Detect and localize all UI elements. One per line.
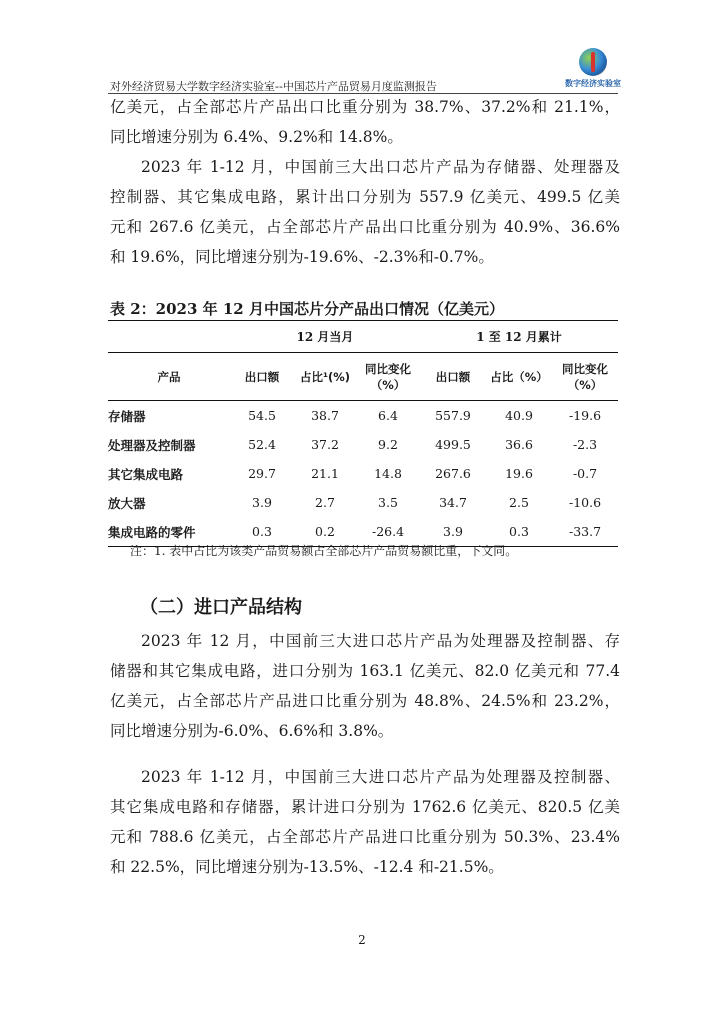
report-header-title: 对外经济贸易大学数字经济实验室--中国芯片产品贸易月度监测报告: [110, 80, 437, 93]
row-product: 集成电路的零件: [108, 517, 230, 547]
row-product: 放大器: [108, 495, 146, 511]
cell-month-export: 0.3: [230, 517, 294, 547]
para-line-text: 2023 年 1-12 月，中国前三大出口芯片产品为存储器、处理器及: [141, 158, 620, 176]
table-note: 注：1. 表中占比为该类产品贸易额占全部芯片产品贸易额比重，下文同。: [130, 544, 518, 558]
cell-month-export: 29.7: [248, 466, 276, 481]
para-line-text: 2023 年 12 月，中国前三大进口芯片产品为处理器及控制器、存: [141, 632, 620, 650]
table-row: [108, 459, 618, 488]
para-line: 储器和其它集成电路，进口分别为 163.1 亿美元、82.0 亿美元和 77.4: [110, 662, 620, 680]
page-number: 2: [358, 933, 366, 947]
row-product: 存储器: [108, 408, 146, 424]
cell-cum-yoy: -19.6: [568, 408, 602, 423]
para-line: 和 19.6%，同比增速分别为-19.6%、-2.3%和-0.7%。: [110, 248, 494, 266]
cell-cum-export: 34.7: [439, 495, 467, 510]
globe-logo-icon: [579, 48, 607, 76]
cell-month-yoy: 9.2: [378, 437, 398, 452]
group-header-cumulative: 1 至 12 月累计: [420, 321, 618, 353]
table-row: [108, 488, 618, 517]
table-row: [108, 430, 618, 459]
para-line: 元和 788.6 亿美元，占全部芯片产品进口比重分别为 50.3%、23.4%: [110, 828, 620, 846]
export-table: [108, 320, 618, 547]
cell-month-yoy: 6.4: [378, 408, 398, 423]
cell-month-share: 2.7: [315, 495, 335, 510]
para-line: 其它集成电路和存储器，累计进口分别为 1762.6 亿美元、820.5 亿美: [110, 798, 620, 816]
cell-cum-export: 267.6: [435, 466, 471, 481]
cell-cum-export: 557.9: [435, 408, 471, 423]
para-line: [110, 762, 620, 792]
cell-month-export: 3.9: [252, 495, 272, 510]
cell-cum-yoy: -0.7: [572, 466, 598, 481]
section-heading-import: （二）进口产品结构: [140, 597, 302, 618]
cell-month-yoy: 14.8: [374, 466, 402, 481]
cell-cum-yoy: -10.6: [568, 495, 602, 510]
para-line-text: 2023 年 1-12 月，中国前三大进口芯片产品为处理器及控制器、: [141, 768, 620, 786]
table-title: 表 2：2023 年 12 月中国芯片分产品出口情况（亿美元）: [110, 300, 504, 318]
cell-month-yoy: -26.4: [356, 517, 420, 547]
cell-month-export: 54.5: [248, 408, 276, 423]
table-corner: [108, 321, 230, 353]
cell-cum-share: 36.6: [505, 437, 533, 452]
paragraph-export-monthly-tail: [110, 92, 620, 152]
para-line: 同比增速分别为-6.0%、6.6%和 3.8%。: [110, 722, 394, 740]
col-header-export: 出口额: [230, 353, 294, 401]
para-line: 同比增速分别为 6.4%、9.2%和 14.8%。: [110, 128, 403, 146]
cell-cum-share: 2.5: [509, 495, 529, 510]
cell-month-share: 21.1: [311, 466, 339, 481]
table-row: [108, 401, 618, 431]
paragraph-import-monthly: [110, 626, 620, 746]
col-header-share: 占比¹(%): [294, 353, 356, 401]
cell-month-share: 38.7: [311, 408, 339, 423]
logo-text: 数字经济实验室: [565, 79, 621, 88]
row-product: 其它集成电路: [108, 466, 184, 482]
cell-month-export: 52.4: [248, 437, 276, 452]
cell-cum-share: 0.3: [486, 517, 552, 547]
para-line: [110, 626, 620, 656]
col-header-share-cum: 占比（%）: [486, 353, 552, 401]
cell-cum-yoy: -2.3: [572, 437, 598, 452]
cell-month-share: 0.2: [294, 517, 356, 547]
cell-month-yoy: 3.5: [378, 495, 398, 510]
row-product: 处理器及控制器: [108, 437, 196, 453]
cell-cum-share: 19.6: [505, 466, 533, 481]
para-line: 亿美元，占全部芯片产品出口比重分别为 38.7%、37.2%和 21.1%，: [110, 98, 620, 116]
col-header-yoy: 同比变化（%）: [356, 353, 420, 401]
cell-month-share: 37.2: [311, 437, 339, 452]
cell-cum-export: 499.5: [435, 437, 471, 452]
group-header-month: 12 月当月: [230, 321, 420, 353]
para-line: 和 22.5%，同比增速分别为-13.5%、-12.4 和-21.5%。: [110, 858, 504, 876]
para-line: 元和 267.6 亿美元，占全部芯片产品出口比重分别为 40.9%、36.6%: [110, 218, 620, 236]
para-line: [110, 152, 620, 182]
para-line: 亿美元，占全部芯片产品进口比重分别为 48.8%、24.5%和 23.2%，: [110, 692, 620, 710]
paragraph-export-cumulative: [110, 152, 620, 272]
col-header-yoy-cum: 同比变化（%）: [552, 353, 618, 401]
lab-logo: [548, 48, 638, 92]
cell-cum-yoy: -33.7: [552, 517, 618, 547]
col-header-export-cum: 出口额: [420, 353, 486, 401]
col-header-product: 产品: [108, 353, 230, 401]
para-line: 控制器、其它集成电路，累计出口分别为 557.9 亿美元、499.5 亿美: [110, 188, 620, 206]
paragraph-import-cumulative: [110, 762, 620, 882]
cell-cum-export: 3.9: [420, 517, 486, 547]
cell-cum-share: 40.9: [505, 408, 533, 423]
